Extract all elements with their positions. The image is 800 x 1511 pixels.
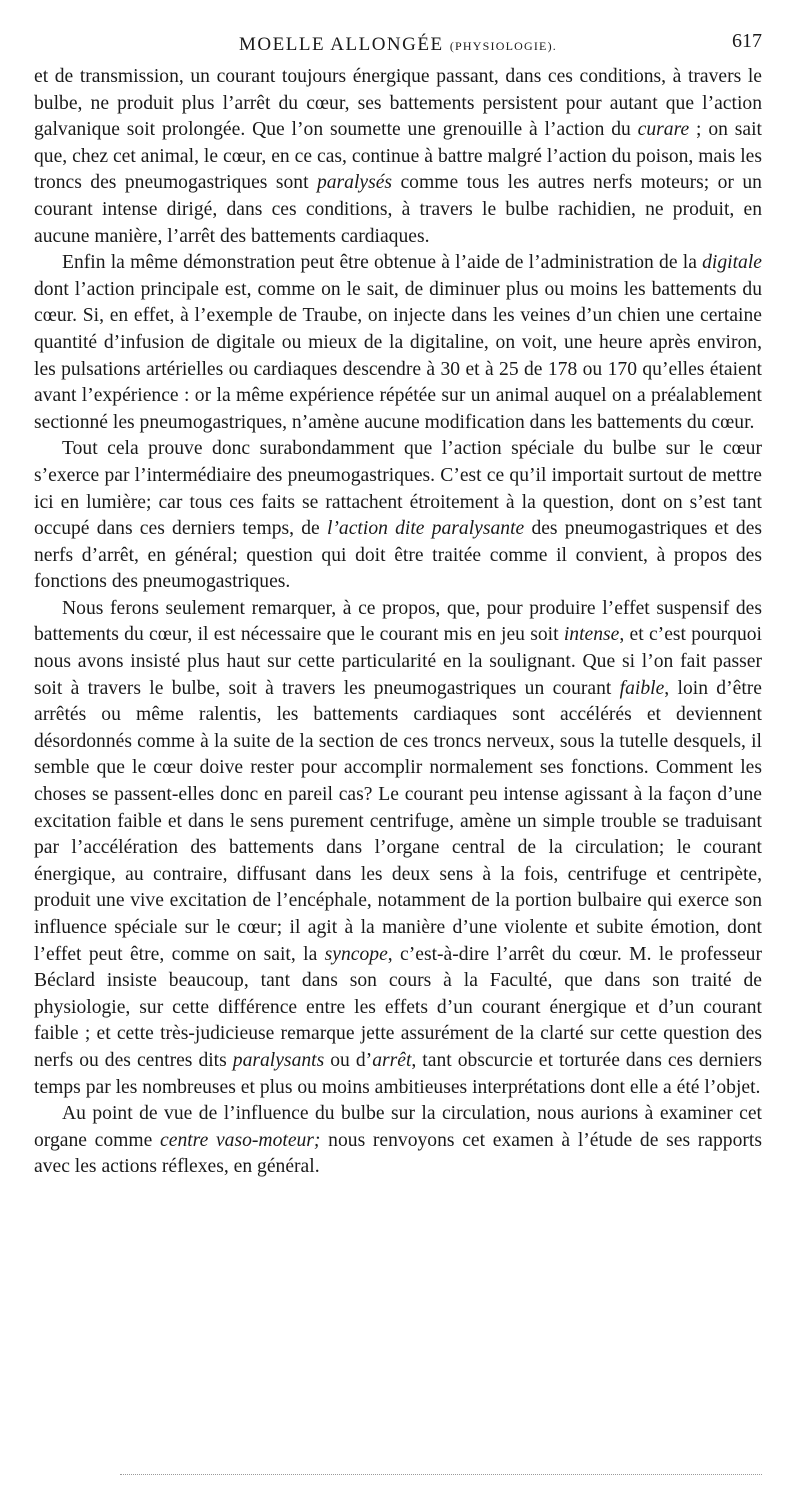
italic-text: intense xyxy=(563,624,620,646)
paragraph-text: dont l’action principale est, comme on le sait, de diminuer plus ou moins les battements du cœur. Si, en effet, à l’exemple de Traube, on injecte dans les veines d’un chien une certaine quantité d’infusion de digitale ou mieux de la digitaline, on voit, une heure après environ, les pulsations artérielles ou cardiaques descendre à 30 et à 25 de 178 ou 170 qu’elles étaient avant l’expérience : or la même expérience répétée sur un animal auquel on a préalablement sectionné les pneumogastriques, n’amène aucune modification dans les battements du cœur. xyxy=(34,278,762,433)
paragraph xyxy=(34,64,762,250)
footer-rule xyxy=(120,1474,762,1475)
italic-text: faible xyxy=(619,677,665,699)
italic-text: digitale xyxy=(702,252,762,274)
paragraph-text: ; on sait que, chez cet animal, le cœur, en ce cas, continue à battre malgré l’action du poison, mais les troncs des pneumogastriques sont xyxy=(34,119,762,194)
paragraph-text: comme tous les autres nerfs moteurs; or un courant intense dirigé, dans ces conditions, à travers le bulbe rachidien, ne produit, en aucune manière, l’arrêt des battements cardiaques. xyxy=(34,172,762,247)
paragraph-text: , c’est-à-dire l’arrêt du cœur. M. le professeur Béclard insiste beaucoup, tant dans son cours à la Faculté, que dans son traité de physiologie, sur cette différence entre les effets d’un courant énergique et d’un courant faible ; et cette très-judicieuse remarque jette assurément de la clarté sur cette question des nerfs ou des centres dits xyxy=(34,943,762,1071)
running-title xyxy=(34,34,762,56)
italic-text: syncope xyxy=(324,943,388,965)
paragraph-text: , tant obscurcie et torturée dans ces derniers temps par les nombreuses et plus ou moins ambitieuses interprétations dont elle a été l’objet. xyxy=(34,1049,762,1098)
paragraph-text: , et c’est pourquoi nous avons insisté plus haut sur cette particularité en la soulignant. Que si l’on fait passer soit à travers le bulbe, soit à travers les pneumogastriques un courant xyxy=(34,624,762,699)
paragraph-text: ou d’ xyxy=(324,1049,373,1071)
paragraph xyxy=(34,596,762,1101)
italic-text: paralysés xyxy=(316,172,393,194)
italic-text: centre vaso-moteur; xyxy=(160,1129,321,1151)
italic-text: l’action dite paralysante xyxy=(326,518,525,540)
italic-text: paralysants xyxy=(232,1049,325,1071)
paragraph-text: Au point de vue de l’influence du bulbe sur la circulation, nous aurions à examiner cet organe comme xyxy=(34,1103,762,1151)
paragraph-text: Enfin la même démonstration peut être obtenue à l’aide de l’administration de la xyxy=(62,252,703,274)
paragraph-text: et de transmission, un courant toujours énergique passant, dans ces conditions, à travers le bulbe, ne produit plus l’arrêt du cœur, ses battements persistent pour autant que l’action galvanique soit prolongée. Que l’on soumette une grenouille à l’action du xyxy=(34,66,762,141)
paragraph-text: , loin d’être arrêtés ou même ralentis, les battements cardiaques sont accélérés et deviennent désordonnés comme à la suite de la section de ces troncs nerveux, sous la tutelle desquels, il semble que le cœur doive rester pour accomplir normalement ses fonctions. Comment les choses se passent-elles donc en pareil cas? Le courant peu intense agissant à la façon d’une excitation faible et dans le sens purement centrifuge, amène un simple trouble se traduisant par l’accélération des battements dans l’organe central de la circulation; le courant énergique, au contraire, diffusant dans les deux sens à la fois, centrifuge et centripète, produit une vive excitation de l’encéphale, notamment de la portion bulbaire qui exerce son influence spéciale sur le cœur; il agit à la manière d’une violente et subite émotion, dont l’effet peut être, comme on sait, la xyxy=(34,677,762,965)
paragraph-text: des pneumogastriques et des nerfs d’arrêt, en général; question qui doit être traitée comme il convient, à propos des fonctions des pneumogastriques. xyxy=(34,518,763,593)
body-text xyxy=(34,64,762,1181)
paragraph-text: Nous ferons seulement remarquer, à ce propos, que, pour produire l’effet suspensif des battements du cœur, il est nécessaire que le courant mis en jeu soit xyxy=(34,597,762,646)
paragraph-text: Tout cela prouve donc surabondamment que l’action spéciale du bulbe sur le cœur s’exerce par l’intermédiaire des pneumogastriques. C’est ce qu’il importait surtout de mettre ici en lumière; car tous ces faits se rattachent étroitement à la question, dont on s’est tant occupé dans ces derniers temps, de xyxy=(34,438,762,540)
running-title-main: MOELLE ALLONGÉE xyxy=(239,34,444,55)
italic-text: arrêt xyxy=(372,1049,412,1071)
paragraph xyxy=(34,1101,762,1181)
running-title-subtitle: (PHYSIOLOGIE). xyxy=(449,39,557,53)
page-header xyxy=(34,28,762,58)
paragraph xyxy=(34,250,762,436)
paragraph xyxy=(34,436,762,596)
paragraph-text: nous renvoyons cet examen à l’étude de ses rapports avec les actions réflexes, en général. xyxy=(34,1129,762,1178)
italic-text: curare xyxy=(637,119,690,141)
page-number: 617 xyxy=(732,30,762,52)
